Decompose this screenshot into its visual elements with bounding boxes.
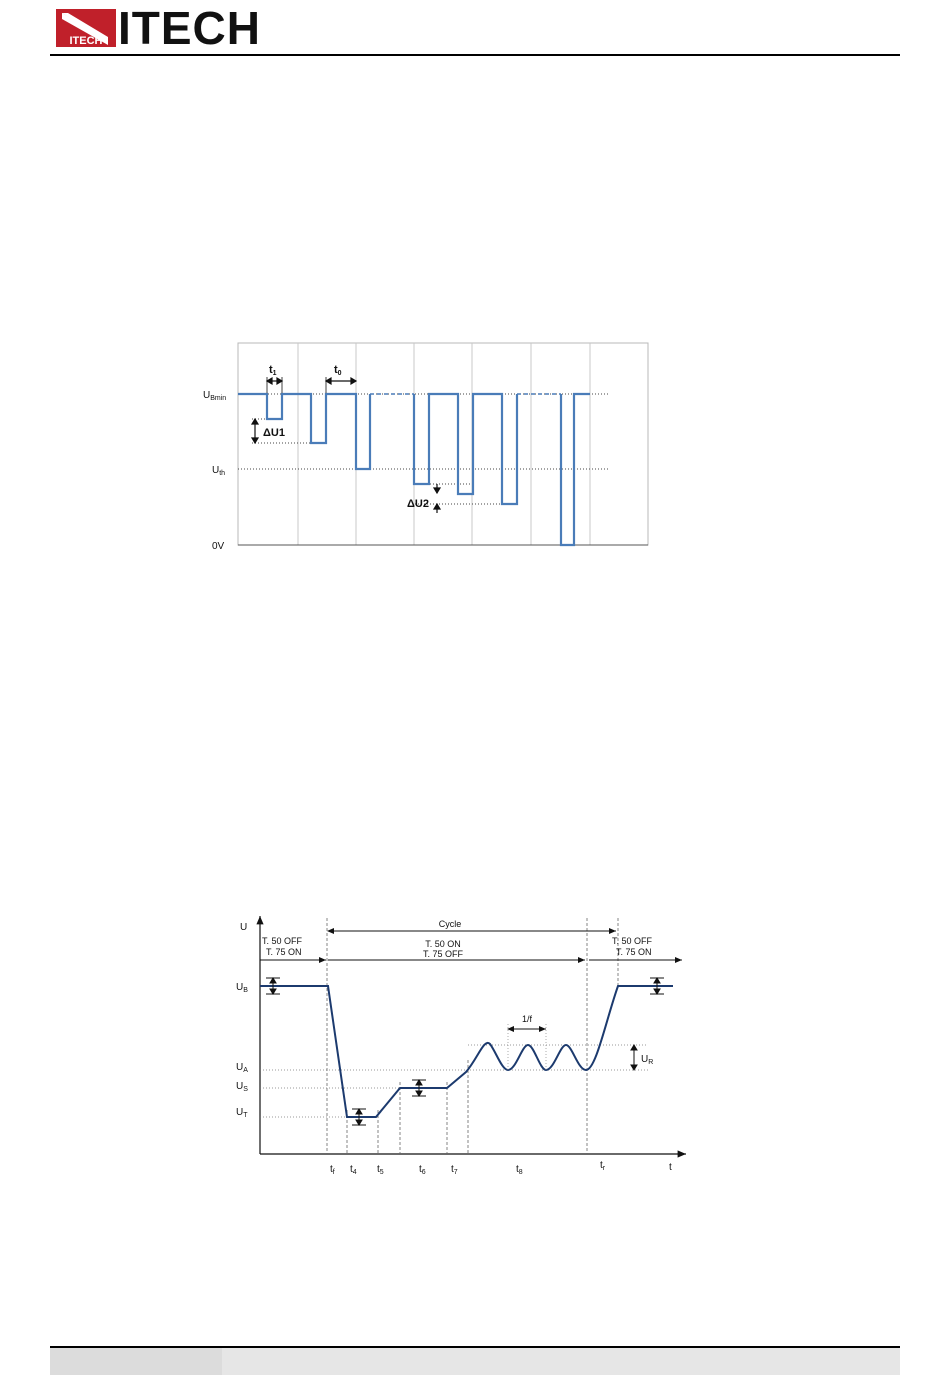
left-state-line1: T. 50 OFF xyxy=(262,936,303,946)
right-state-line2: T. 75 ON xyxy=(616,947,652,957)
plot-frame xyxy=(238,343,648,545)
mid-state-line1: T. 50 ON xyxy=(425,939,461,949)
du2-dimension xyxy=(434,484,440,513)
ub-label: $U_B$ xyxy=(236,982,248,994)
t4-label: $t_4$ xyxy=(350,1164,357,1176)
zero-volt-label: 0V xyxy=(212,541,225,552)
t6-label: $t_6$ xyxy=(419,1164,426,1176)
t-axis-label: t xyxy=(669,1162,672,1173)
ubmin-label: $U_{Bmin}$ xyxy=(203,390,227,402)
vertical-gridlines xyxy=(298,343,590,545)
t1-label: t1 xyxy=(269,364,277,377)
right-state-line1: T. 50 OFF xyxy=(612,936,653,946)
logo-mark-icon xyxy=(56,9,116,47)
header-divider xyxy=(50,54,900,56)
mid-state-line2: T. 75 OFF xyxy=(422,949,464,959)
u-axis-label: U xyxy=(240,922,248,933)
ua-label: $U_A$ xyxy=(236,1062,248,1074)
du1-dimension xyxy=(252,419,258,443)
uth-label: $U_{th}$ xyxy=(212,465,226,477)
page-footer xyxy=(50,1348,900,1375)
left-state-line2: T. 75 ON xyxy=(266,947,302,957)
logo-mark-text: ITECH xyxy=(69,35,103,47)
us-label: $U_S$ xyxy=(236,1081,248,1093)
period-label: 1/f xyxy=(522,1014,533,1024)
cycle-label: Cycle xyxy=(438,919,462,929)
logo-wordmark: ITECH xyxy=(118,2,261,54)
t0-dimension xyxy=(326,377,356,393)
test-pulse-profile-figure xyxy=(228,910,698,1180)
t7-label: $t_7$ xyxy=(451,1164,458,1176)
du1-label: ΔU1 xyxy=(263,427,285,439)
du2-label: ΔU2 xyxy=(407,498,429,510)
page-header xyxy=(0,0,950,60)
level-lines xyxy=(260,986,648,1117)
tolerance-markers xyxy=(266,978,664,1125)
voltage-dip-waveform-figure xyxy=(200,335,660,555)
itech-logo xyxy=(56,2,261,54)
t0-label: t0 xyxy=(334,364,342,377)
reference-lines xyxy=(238,394,610,504)
t5-label: $t_5$ xyxy=(377,1164,384,1176)
t1-dimension xyxy=(267,377,282,393)
ur-label: $U_R$ xyxy=(641,1054,654,1066)
tr-label: $t_r$ xyxy=(600,1160,606,1172)
ut-label: $U_T$ xyxy=(236,1107,248,1119)
tf-label: $t_f$ xyxy=(330,1164,335,1176)
footer-left-block xyxy=(50,1348,222,1375)
t8-label: $t_8$ xyxy=(516,1164,523,1176)
time-markers xyxy=(327,918,618,1154)
test-pulse-signal xyxy=(260,986,673,1117)
